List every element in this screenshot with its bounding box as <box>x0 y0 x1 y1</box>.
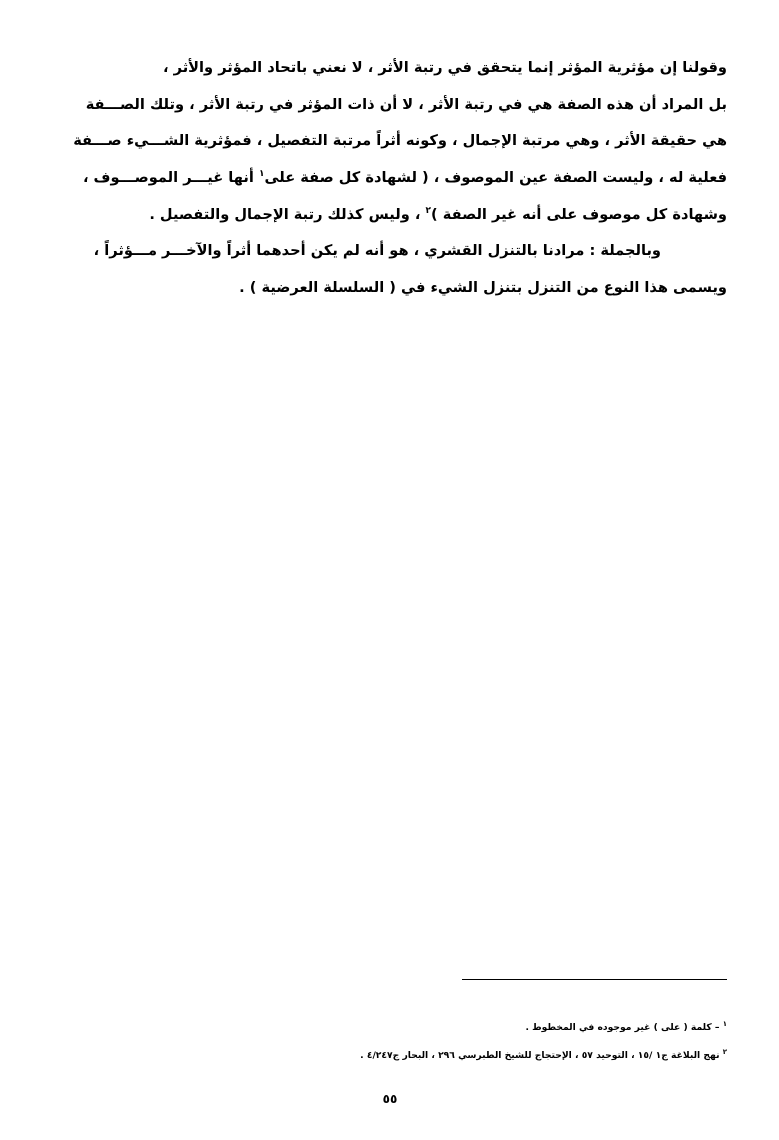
footnote-1-text: – كلمة ( على ) غير موجوده في المخطوط . <box>525 1022 720 1033</box>
footnote-2-text: نهج البلاغة ج١ /١٥ ، التوحيد ٥٧ ، الإحتجاج للشيخ الطبرسي ٢٩٦ ، البحار ج٤/٢٤٧ . <box>360 1050 720 1061</box>
text-line-5-part-2: ، وليس كذلك رتبة الإجمال والتفصيل . <box>149 205 426 223</box>
text-line-5 <box>52 197 727 234</box>
footnote-2 <box>300 1042 727 1070</box>
footnote-marker-2: ٢ <box>425 205 431 216</box>
text-line-2: بل المراد أن هذه الصفة هي في رتبة الأثر ، لا أن ذات المؤثر في رتبة الأثر ، وتلك الصـــفة <box>85 95 727 113</box>
text-line-4-part-2: أنها غيـــر الموصـــوف ، <box>82 169 254 187</box>
footnote-2-number: ٢ <box>722 1047 727 1056</box>
text-line-4-part-1: فعلية له ، وليست الصفة عين الموصوف ، ( لشهادة كل صفة على <box>264 169 727 187</box>
text-line-4 <box>52 160 727 197</box>
text-line-6: وبالجملة : مرادنا بالتنزل القشري ، هو أنه لم يكن أحدهما أثراً والآخـــر مـــؤثراً ، <box>93 242 661 260</box>
footnote-1-number: ١ <box>722 1019 727 1028</box>
footnotes-block <box>300 1014 727 1070</box>
page-number: ٥٥ <box>382 1092 398 1106</box>
text-line-5-part-1: وشهادة كل موصوف على أنه غير الصفة ) <box>430 205 727 223</box>
text-line-7: ويسمى هذا النوع من التنزل بتنزل الشيء في ( السلسلة العرضية ) . <box>239 279 727 297</box>
main-text-block <box>52 50 727 307</box>
footnote-separator <box>462 979 727 980</box>
text-line-3: هي حقيقة الأثر ، وهي مرتبة الإجمال ، وكونه أثراً مرتبة التفصيل ، فمؤثرية الشـــيء صـــفة <box>73 132 727 150</box>
footnote-1 <box>300 1014 727 1042</box>
text-line-1: وقولنا إن مؤثرية المؤثر إنما يتحقق في رتبة الأثر ، لا نعني باتحاد المؤثر والأثر ، <box>163 59 727 76</box>
footnote-marker-1: ١ <box>258 169 265 180</box>
